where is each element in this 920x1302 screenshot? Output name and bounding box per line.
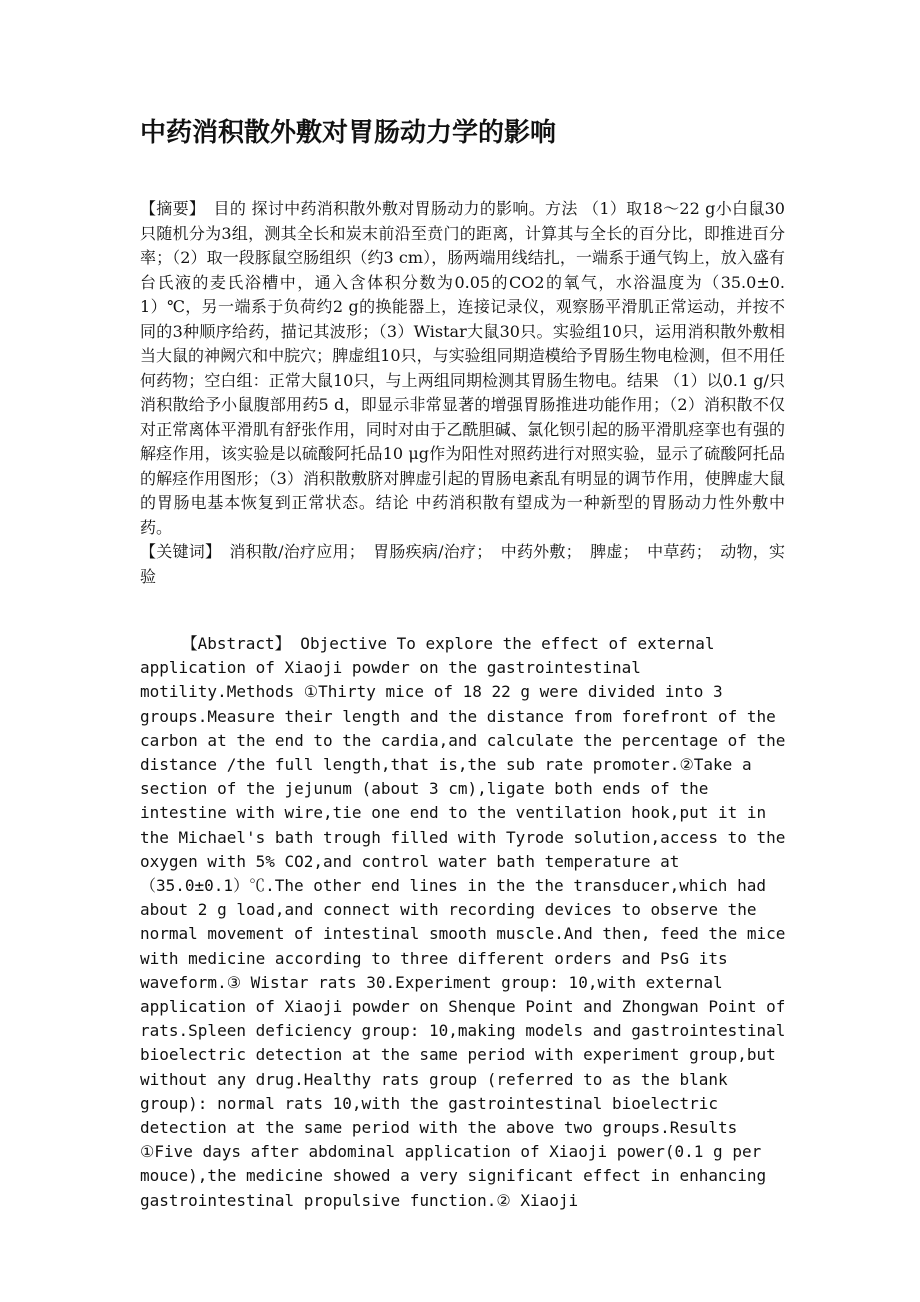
abstract-text-cn: 目的 探讨中药消积散外敷对胃肠动力的影响。方法 （1）取18～22 g小白鼠30只随机分为3组，测其全长和炭末前沿至贲门的距离，计算其与全长的百分比，即推进百分率；（2）取一段豚鼠空肠组织（约3 cm），肠两端用线结扎，一端系于通气钩上，放入盛有台氏液的麦氏浴槽中，通入含体积分数为0.05的CO2的氧气，水浴温度为（35.0±0.1）℃，另一端系于负荷约2 g的换能器上，连接记录仪，观察肠平滑肌正常运动，并按不同的3种顺序给药，描记其波形；（3）Wistar大鼠30只。实验组10只，运用消积散外敷相当大鼠的神阙穴和中脘穴；脾虚组10只，与实验组同期造模给予胃肠生物电检测，但不用任何药物；空白组：正常大鼠10只，与上两组同期检测其胃肠生物电。结果 （1）以0.1 g/只消积散给予小鼠腹部用药5 d，即显示非常显著的增强胃肠推进功能作用；（2）消积散不仅对正常离体平滑肌有舒张作用，同时对由于乙酰胆碱、氯化钡引起的肠平滑肌痉挛也有强的解痉作用，该实验是以硫酸阿托品10 μg作为阳性对照药进行对照实验，显示了硫酸阿托品的解痉作用图形；（3）消积散敷脐对脾虚引起的胃肠电紊乱有明显的调节作用，使脾虚大鼠的胃肠电基本恢复到正常状态。结论 中药消积散有望成为一种新型的胃肠动力性外敷中药。 xyxy=(140,199,785,537)
keywords-text-cn: 消积散/治疗应用； 胃肠疾病/治疗； 中药外敷； 脾虚； 中草药； 动物，实验 xyxy=(140,542,785,586)
abstract-label-cn: 【摘要】 xyxy=(140,199,198,218)
chinese-abstract xyxy=(140,197,785,540)
chinese-abstract-section xyxy=(140,197,785,589)
abstract-text-en: Objective To explore the effect of external application of Xiaoji powder on the gastrointestinal motility.Methods ①Thirty mice of 18 22 g were divided into 3 groups.Measure their length and the distance from forefront of the carbon at the end to the cardia,and calculate the percentage of the distance /the full length,that is,the sub rate promoter.②Take a section of the jejunum (about 3 cm),ligate both ends of the intestine with wire,tie one end to the ventilation hook,put it in the Michael's bath trough filled with Tyrode solution,access to the oxygen with 5% CO2,and control water bath temperature at （35.0±0.1）℃.The other end lines in the the transducer,which had about 2 g load,and connect with recording devices to observe the normal movement of intestinal smooth muscle.And then, feed the mice with medicine according to three different orders and PsG its waveform.③ Wistar rats 30.Experiment group: 10,with external application of Xiaoji powder on Shenque Point and Zhongwan Point of rats.Spleen deficiency group: 10,making models and gastrointestinal bioelectric detection at the same period with experiment group,but without any drug.Healthy rats group (referred to as the blank group): normal rats 10,with the gastrointestinal bioelectric detection at the same period with the above two groups.Results ①Five days after abdominal application of Xiaoji power(0.1 g per mouce),the medicine showed a very significant effect in enhancing gastrointestinal propulsive function.② Xiaoji xyxy=(140,634,786,1210)
chinese-keywords xyxy=(140,540,785,589)
paper-title: 中药消积散外敷对胃肠动力学的影响 xyxy=(140,118,557,148)
abstract-label-en: 【Abstract】 xyxy=(181,634,291,653)
english-abstract-section xyxy=(140,632,790,1213)
keywords-label-cn: 【关键词】 xyxy=(140,542,214,561)
english-abstract xyxy=(140,632,790,1213)
